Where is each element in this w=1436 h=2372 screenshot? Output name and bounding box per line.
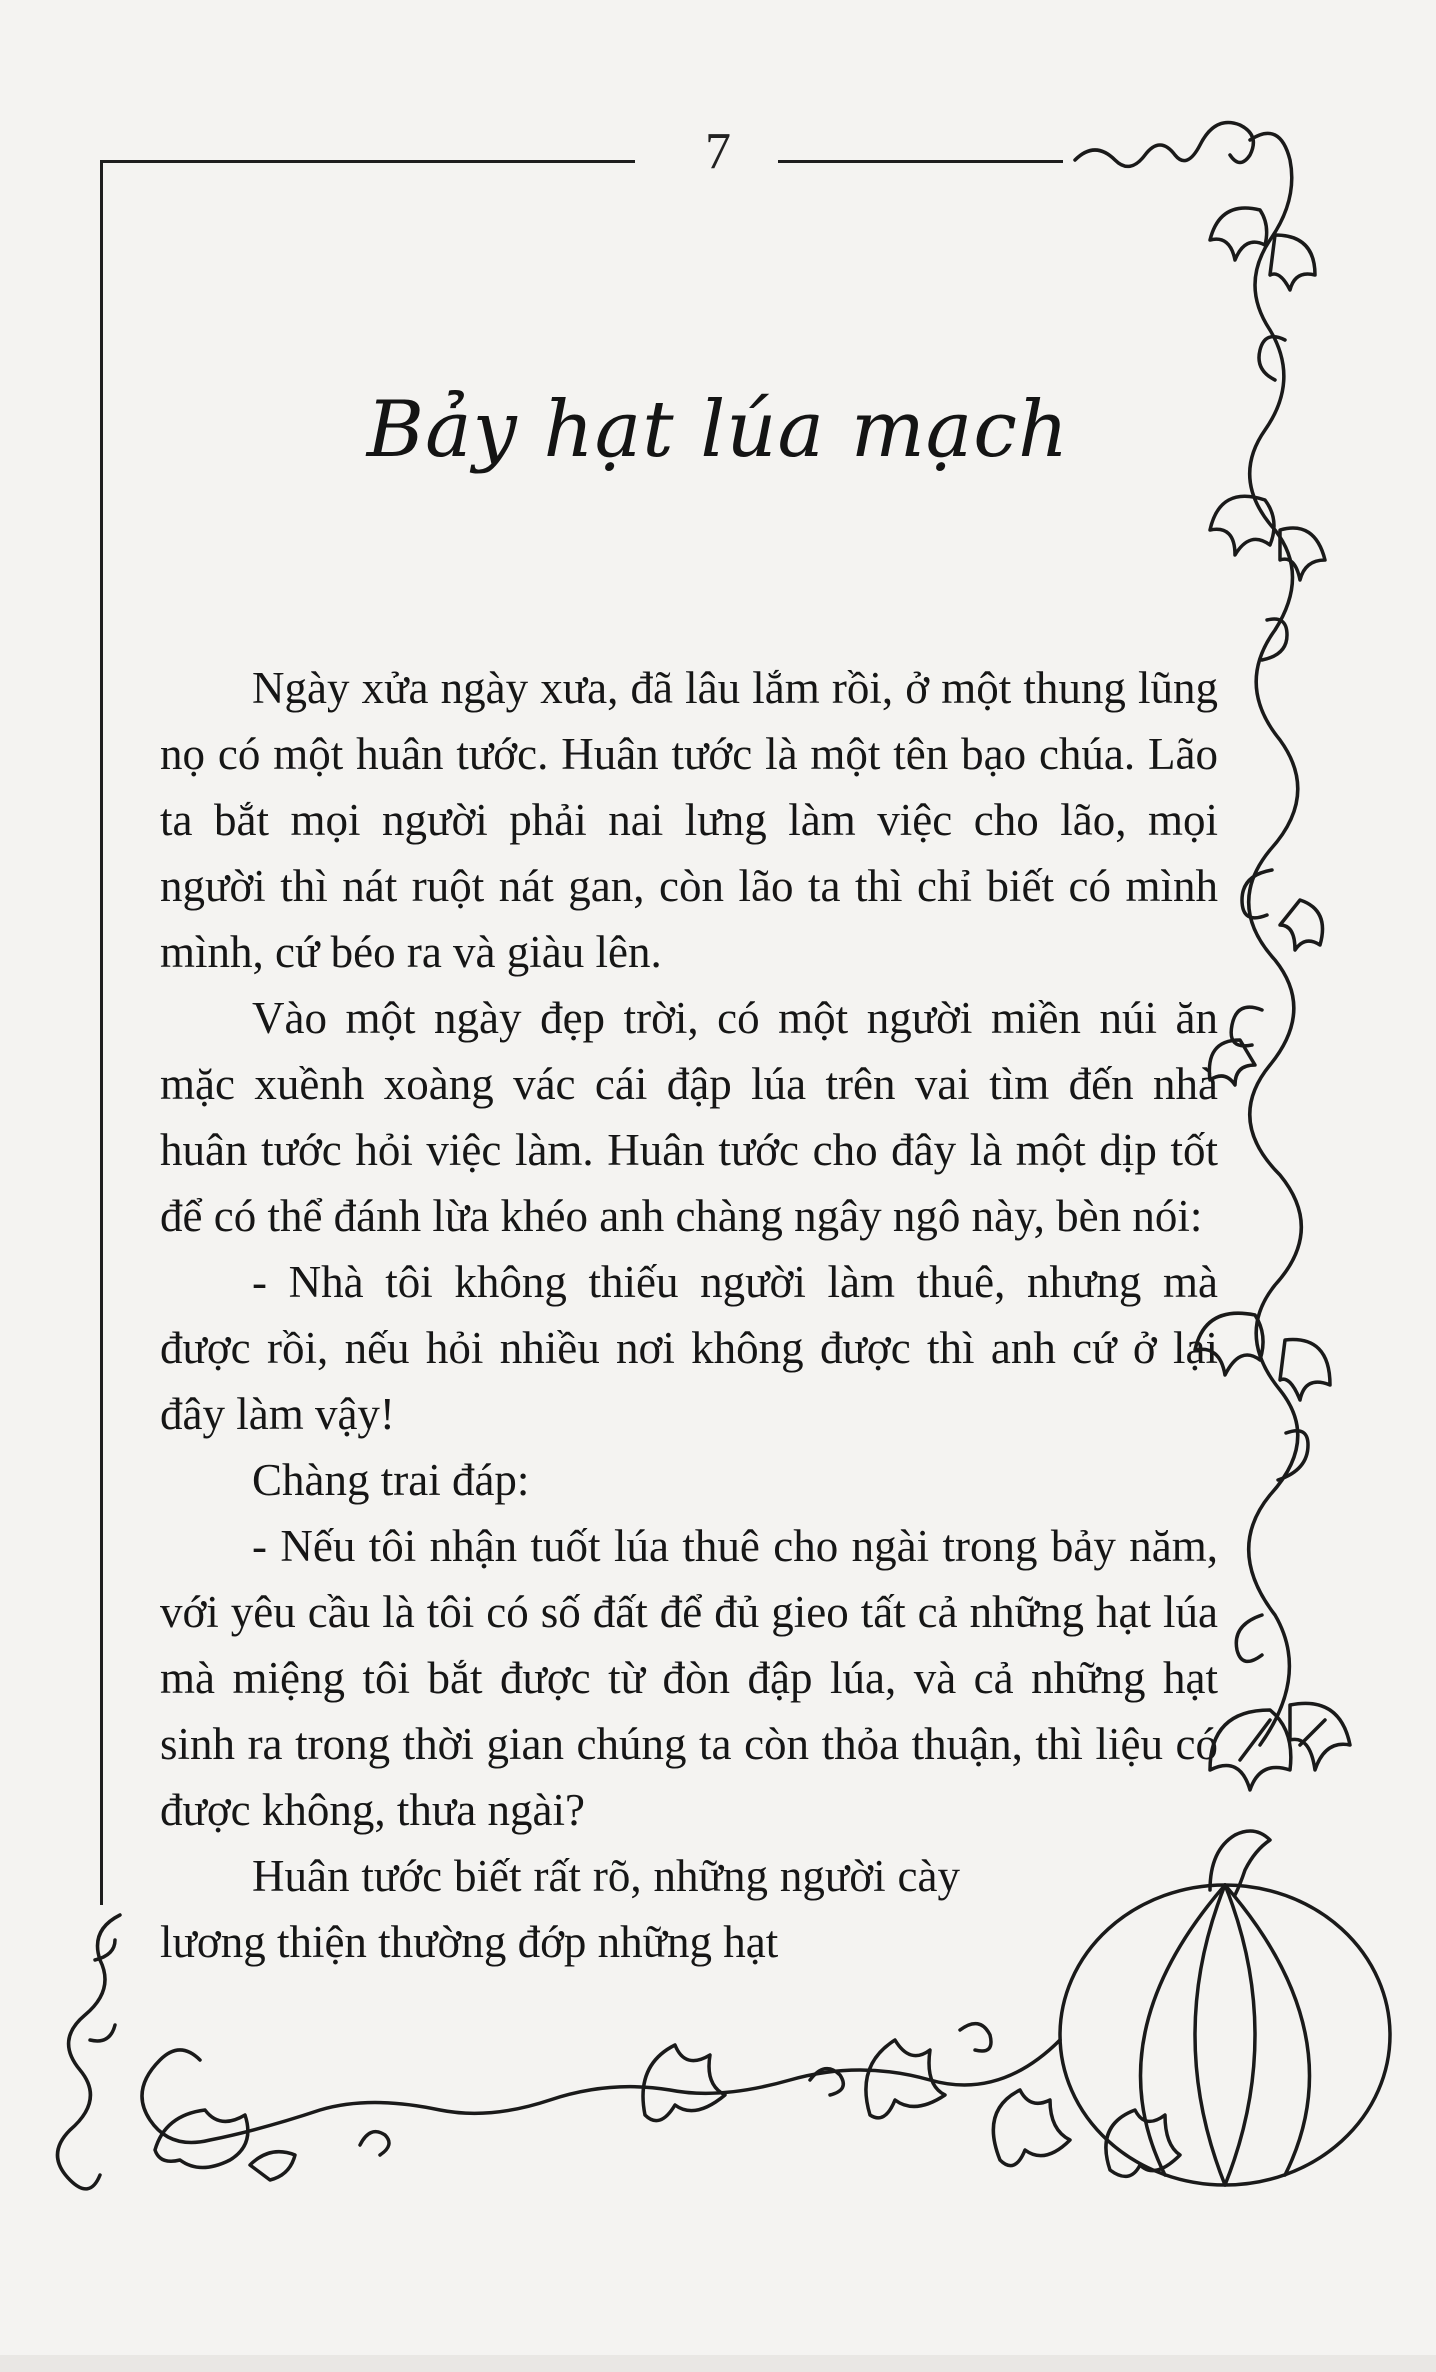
tendril — [1242, 870, 1272, 918]
paragraph: Vào một ngày đẹp trời, có một người miền núi ăn mặc xuềnh xoàng vác cái đập lúa trên vai tìm đến nhà huân tước hỏi việc làm. Huân tước cho đây là một dịp tốt để có thể đánh lừa khéo anh chàng ngây ngô này, bèn nói: — [160, 993, 1218, 1241]
pumpkin-body — [1060, 1885, 1390, 2185]
story-title: Bảy hạt lúa mạch — [366, 385, 1070, 475]
leaf — [250, 2152, 295, 2180]
tendril — [90, 2025, 115, 2041]
tendril — [1236, 1615, 1262, 1661]
page-number: 7 — [705, 123, 731, 180]
paragraph: Chàng trai đáp: — [252, 1455, 530, 1505]
leaf — [1290, 1703, 1350, 1770]
page-bottom-edge — [0, 2355, 1436, 2372]
leaf — [643, 2045, 725, 2121]
leaf — [1210, 496, 1274, 555]
leaf — [1195, 1313, 1263, 1375]
pumpkin-rib — [1225, 1885, 1255, 2185]
leaf — [866, 2040, 945, 2118]
leaf — [1210, 208, 1267, 260]
pumpkin-rib — [1141, 1885, 1226, 2175]
paragraph: Ngày xửa ngày xưa, đã lâu lắm rồi, ở một thung lũng nọ có một huân tước. Huân tước là một tên bạo chúa. Lão ta bắt mọi người phải nai lưng làm việc cho lão, mọi người thì nát ruột nát gan, còn lão ta thì chỉ biết có mình mình, cứ béo ra và giàu lên. — [160, 663, 1218, 977]
leaf — [1270, 235, 1315, 290]
leaf — [1280, 900, 1323, 950]
pumpkin-rib — [1195, 1885, 1225, 2185]
paragraph: - Nhà tôi không thiếu người làm thuê, nhưng mà được rồi, nếu hỏi nhiều nơi không được thì anh cứ ở lại đây làm vậy! — [160, 1257, 1218, 1439]
paragraph: - Nếu tôi nhận tuốt lúa thuê cho ngài trong bảy năm, với yêu cầu là tôi có số đất để đủ gieo tất cả những hạt lúa mà miệng tôi bắt được từ đòn đập lúa, và cả những hạt sinh ra trong thời gian chúng ta còn thỏa thuận, thì liệu có được không, thưa ngài? — [160, 1521, 1218, 1835]
tendril — [360, 2132, 389, 2155]
leaf — [1280, 1340, 1330, 1400]
leaf — [1210, 1710, 1291, 1790]
pumpkin-rib — [1225, 1885, 1310, 2175]
left-curl — [58, 1915, 121, 2189]
tendril — [1262, 619, 1287, 660]
top-curl — [1075, 123, 1253, 167]
paragraph: Huân tước biết rất rõ, những người cày lương thiện thường đớp những hạt — [160, 1851, 960, 1967]
leaf — [993, 2090, 1070, 2166]
tendril — [960, 2024, 991, 2051]
leaf — [1106, 2110, 1180, 2176]
